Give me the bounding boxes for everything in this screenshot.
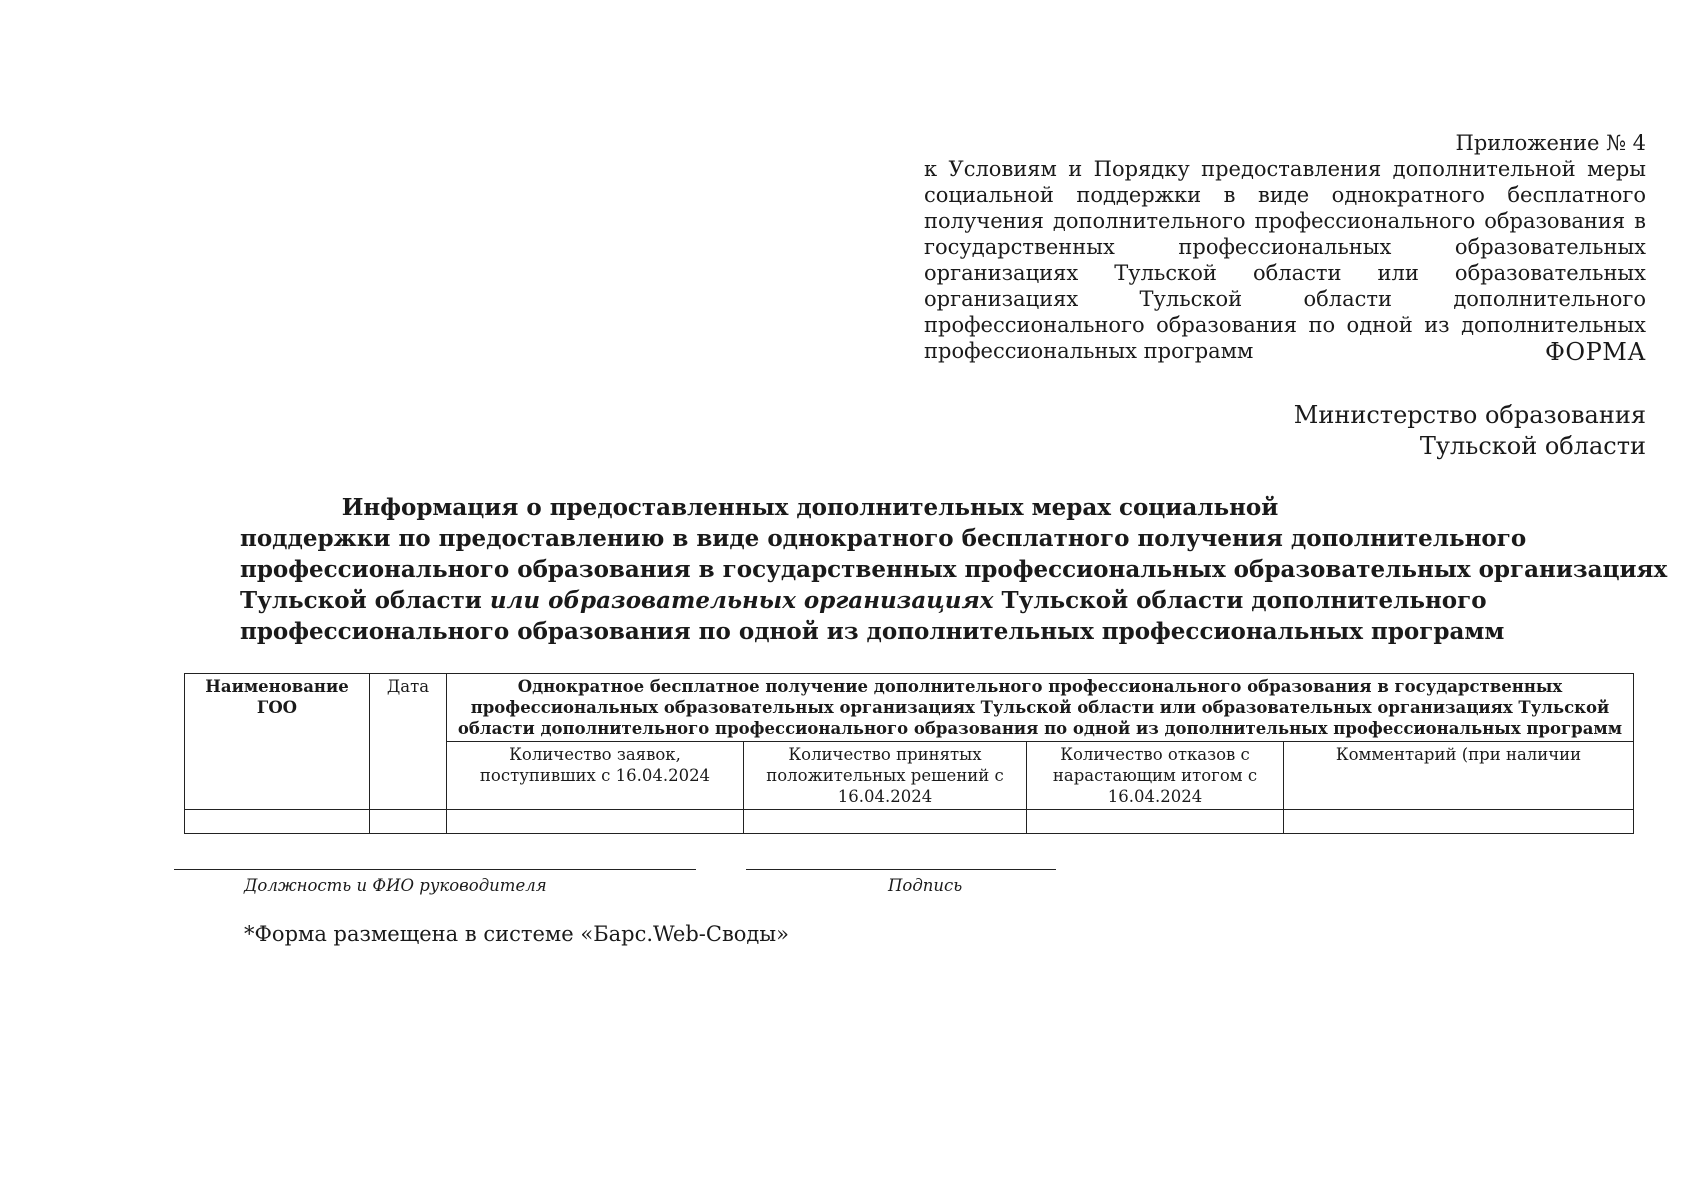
- cell-positive-decisions[interactable]: [744, 810, 1027, 834]
- title-line-3: профессионального образования в государственных профессиональных образовательных организациях: [240, 556, 1668, 583]
- title-line-1: Информация о предоставленных дополнительных мерах социальной: [341, 494, 1279, 521]
- recipient-block: [1294, 400, 1646, 462]
- header-main: Однократное бесплатное получение дополнительного профессионального образования в государственных профессиональных образовательных организациях Тульской области или образовательных организациях Тульской области дополнительного профессионального образования по одной из дополнительных профессиональных программ: [447, 674, 1634, 742]
- header-date: Дата: [370, 674, 447, 810]
- cell-goo-name[interactable]: [185, 810, 370, 834]
- title-line-4-part-a: Тульской области: [240, 587, 490, 614]
- appendix-number: Приложение № 4: [1455, 131, 1646, 155]
- recipient-line-2: Тульской области: [1419, 432, 1646, 460]
- title-line-2: поддержки по предоставлению в виде однократного бесплатного получения дополнительного: [240, 525, 1527, 552]
- table-row: [185, 810, 1634, 834]
- cell-refusals[interactable]: [1027, 810, 1284, 834]
- cell-comment[interactable]: [1284, 810, 1634, 834]
- position-label: Должность и ФИО руководителя: [244, 876, 547, 895]
- subheader-refusals: Количество отказов с нарастающим итогом с 16.04.2024: [1027, 742, 1284, 810]
- cell-applications[interactable]: [447, 810, 744, 834]
- signature-label: Подпись: [888, 876, 963, 895]
- title-line-4-part-c: Тульской области дополнительного: [993, 587, 1487, 614]
- position-signature-line: [174, 869, 696, 870]
- subheader-comment: Комментарий (при наличии: [1284, 742, 1634, 810]
- document-title: [240, 492, 1668, 647]
- cell-date[interactable]: [370, 810, 447, 834]
- appendix-block: [924, 130, 1646, 364]
- header-goo-name: Наименование ГОО: [185, 674, 370, 810]
- subheader-positive-decisions: Количество принятых положительных решений с 16.04.2024: [744, 742, 1027, 810]
- title-line-4: [240, 585, 1487, 616]
- subheader-applications: Количество заявок, поступивших с 16.04.2024: [447, 742, 744, 810]
- table-header-row: [185, 674, 1634, 742]
- recipient-line-1: Министерство образования: [1293, 401, 1646, 429]
- title-line-4-italic: или образовательных организациях: [489, 587, 994, 614]
- title-line-5: профессионального образования по одной из дополнительных профессиональных программ: [240, 618, 1505, 645]
- footnote: *Форма размещена в системе «Барс.Web-Своды»: [244, 922, 789, 946]
- report-table: [184, 673, 1634, 834]
- form-label: ФОРМА: [1545, 338, 1646, 366]
- appendix-text: к Условиям и Порядку предоставления дополнительной меры социальной поддержки в виде однократного бесплатного получения дополнительного профессионального образования в государственных профессиональных образовательных организациях Тульской области или образовательных организациях Тульской области дополнительного профессионального образования по одной из дополнительных профессиональных программ: [924, 157, 1646, 363]
- signature-line: [746, 869, 1056, 870]
